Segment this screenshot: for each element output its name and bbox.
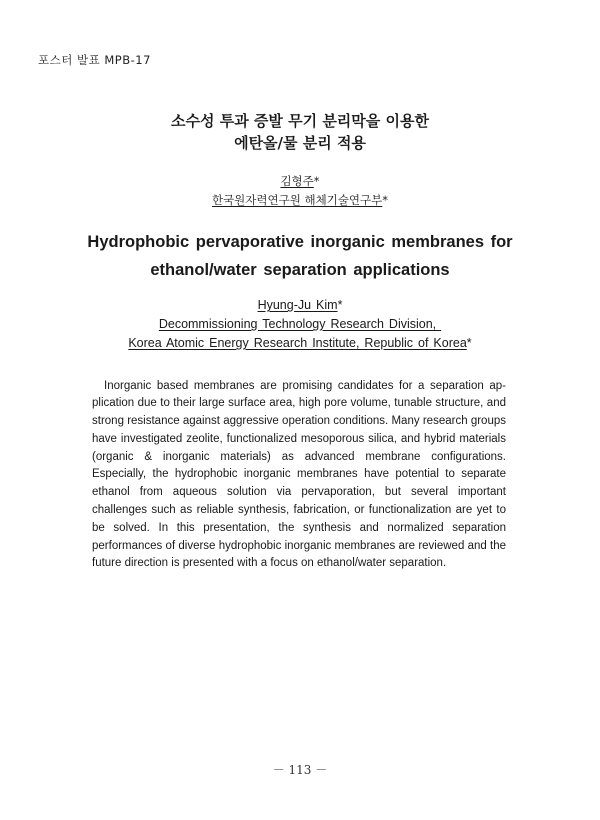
english-title — [0, 228, 600, 284]
english-author-line — [0, 296, 600, 315]
korean-affiliation-line — [0, 191, 600, 210]
session-label: 포스터 발표 MPB-17 — [38, 53, 151, 67]
korean-author-line — [0, 172, 600, 191]
korean-title-line-1: 소수성 투과 증발 무기 분리막을 이용한 — [171, 112, 429, 130]
korean-title — [0, 110, 600, 154]
english-institute-mark: * — [466, 336, 472, 350]
english-division: Decommissioning Technology Research Division, — [158, 317, 442, 331]
korean-author: 김형주 — [280, 174, 314, 188]
korean-affiliation: 한국원자력연구원 해체기술연구부 — [211, 193, 383, 207]
korean-affiliation-mark: * — [382, 193, 389, 207]
korean-title-line-2: 에탄올/물 분리 적용 — [234, 134, 366, 152]
english-author-mark: * — [337, 298, 343, 312]
english-institute: Korea Atomic Energy Research Institute, Republic of Korea — [128, 336, 467, 350]
english-title-line-1: Hydrophobic pervaporative inorganic membranes for — [87, 233, 513, 251]
page-number: － 113 － — [272, 763, 328, 777]
english-division-line — [0, 315, 600, 334]
english-title-line-2: ethanol/water separation applications — [150, 261, 450, 279]
abstract-paragraph: Inorganic based membranes are promising candidates for a separation application due to their large surface area, high pore volume, tunable structure, and strong resistance against aggressive operation conditions. Many research groups have investigated zeolite, functionalized mesoporous silica, and hybrid materials (organic & inorganic materials) as advanced membrane configurations. Especially, the hydrophobic inorganic membranes have potential to separate ethanol from aqueous solution via pervaporation, but several important challenges such as reliable synthesis, fabrication, or functionalization are yet to be solved. In this presentation, the synthesis and normalized separation performances of diverse hydrophobic inorganic membranes are reviewed and the future direction is presented with a focus on ethanol/water separation. — [92, 379, 506, 570]
english-author: Hyung-Ju Kim — [257, 298, 338, 312]
english-authors — [0, 296, 600, 353]
english-institute-line — [0, 334, 600, 353]
korean-authors — [0, 172, 600, 210]
korean-author-mark: * — [313, 174, 320, 188]
